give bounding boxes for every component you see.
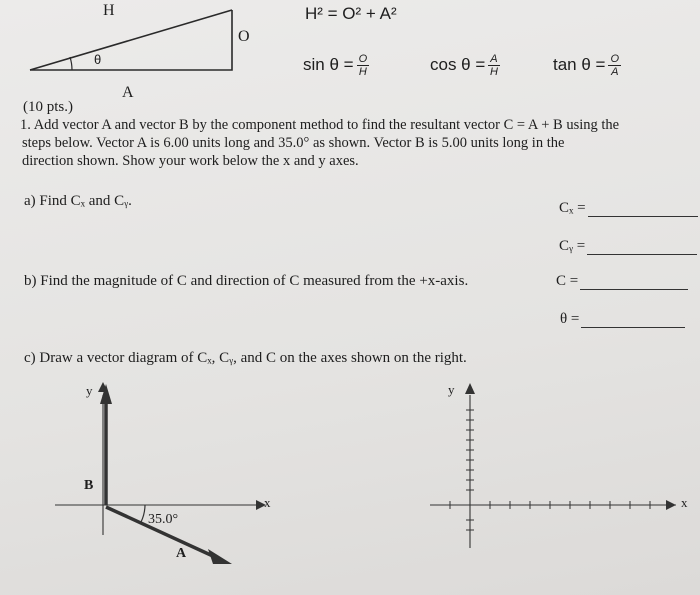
angle-35-label: 35.0° [148,512,179,527]
part-b-text: b) Find the magnitude of C and direction of C measured from the +x-axis. [24,273,469,289]
hypotenuse-line [30,10,232,70]
sin-formula: sin θ = $\frac{O}{H}$ [303,53,368,78]
pythagorean-formula: H² = O² + A² [305,4,397,23]
right-y-label: y [448,382,455,397]
left-x-label: x [264,495,271,510]
tan-formula: tan θ = $\frac{O}{A}$ [553,53,620,78]
left-y-label: y [86,383,93,398]
triangle-o-label: O [238,28,250,45]
points-label: (10 pts.) [23,99,73,115]
vector-a-label: A [176,546,187,561]
cy-answer[interactable]: Cᵧ = [559,238,697,255]
right-y-arrow [465,383,475,394]
cos-formula: cos θ = $\frac{A}{H}$ [430,53,498,78]
part-c-text: c) Draw a vector diagram of Cₓ, Cᵧ, and C on the axes shown on the right. [24,350,467,366]
problem-line-1: 1. Add vector A and vector B by the component method to find the resultant vector C = A + B using the [20,117,620,133]
right-axis-ticks [450,410,650,530]
right-x-label: x [681,495,688,510]
vector-a-arrowhead [208,549,232,564]
triangle-h-label: H [103,2,115,19]
theta-answer[interactable]: θ = [560,311,685,328]
cx-answer[interactable]: Cₓ = [559,200,698,217]
angle-35-arc [141,505,145,522]
triangle-theta-label: θ [94,52,102,67]
angle-arc [70,57,72,70]
c-answer[interactable]: C = [556,273,688,290]
right-x-arrow [666,500,676,510]
vector-b-label: B [84,478,94,493]
part-a-text: a) Find Cₓ and Cᵧ. [24,193,132,209]
problem-line-3: direction shown. Show your work below the x and y axes. [22,153,359,169]
problem-line-2: steps below. Vector A is 6.00 units long and 35.0° as shown. Vector B is 5.00 units long in the [22,135,565,151]
triangle-a-label: A [122,84,134,101]
